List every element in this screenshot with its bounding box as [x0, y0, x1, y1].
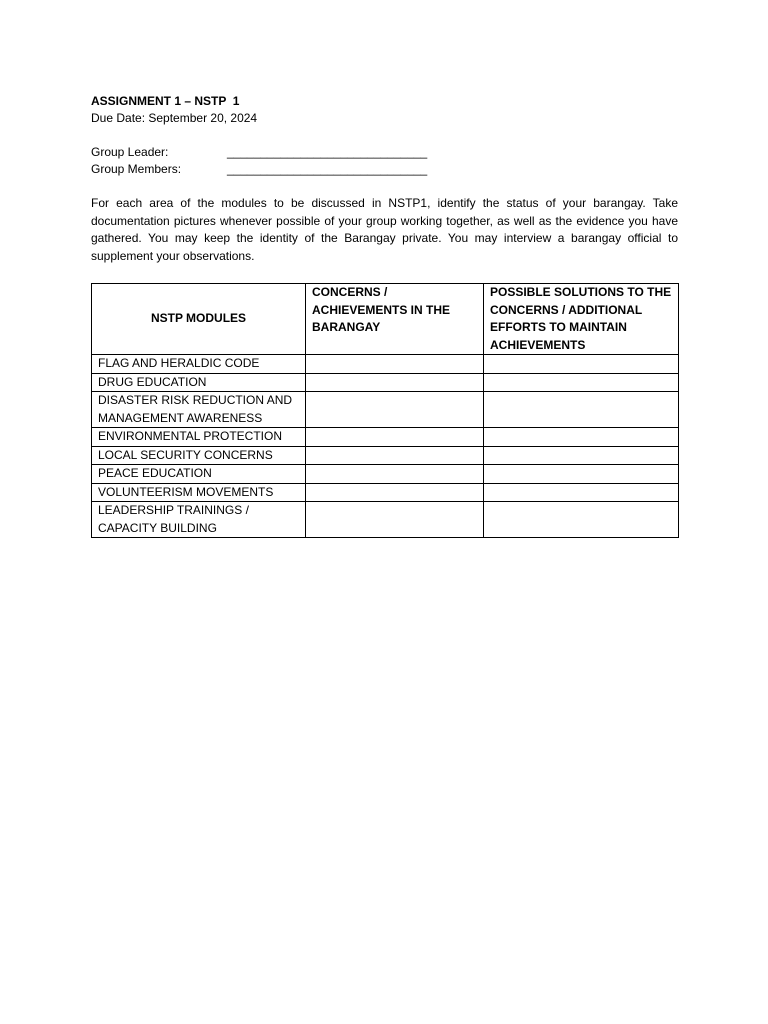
header-nstp-modules: NSTP MODULES [92, 284, 306, 355]
solutions-cell [484, 446, 679, 465]
concerns-cell [306, 392, 484, 428]
solutions-cell [484, 502, 679, 538]
module-cell: DRUG EDUCATION [92, 373, 306, 392]
table-row [92, 373, 679, 392]
group-leader-label: Group Leader: [91, 145, 169, 159]
concerns-cell [306, 373, 484, 392]
solutions-cell [484, 392, 679, 428]
group-fields [91, 144, 678, 178]
modules-table [91, 283, 679, 538]
header-solutions: POSSIBLE SOLUTIONS TO THE CONCERNS / ADDITIONAL EFFORTS TO MAINTAIN ACHIEVEMENTS [484, 284, 679, 355]
concerns-cell [306, 483, 484, 502]
table-row [92, 446, 679, 465]
table-row [92, 428, 679, 447]
instructions-paragraph: For each area of the modules to be discussed in NSTP1, identify the status of your barangay. Take documentation pictures whenever possible of your group working together, as well as the evidence you have gathered. You may keep the identity of the Barangay private. You may interview a barangay official to supplement your observations. [91, 196, 678, 263]
table-row [92, 465, 679, 484]
group-leader-row [91, 144, 678, 161]
module-cell: FLAG AND HERALDIC CODE [92, 355, 306, 374]
concerns-cell [306, 355, 484, 374]
group-members-label: Group Members: [91, 162, 182, 176]
group-members-blank: ______________________________ [227, 162, 428, 176]
module-cell: LEADERSHIP TRAININGS / CAPACITY BUILDING [92, 502, 306, 538]
assignment-title: ASSIGNMENT 1 – NSTP 1 [91, 94, 240, 108]
solutions-cell [484, 428, 679, 447]
table-row [92, 392, 679, 428]
group-leader-blank: ______________________________ [227, 145, 428, 159]
table-row [92, 483, 679, 502]
header-concerns: CONCERNS / ACHIEVEMENTS IN THE BARANGAY [306, 284, 484, 355]
solutions-cell [484, 483, 679, 502]
concerns-cell [306, 428, 484, 447]
module-cell: PEACE EDUCATION [92, 465, 306, 484]
concerns-cell [306, 502, 484, 538]
module-cell: DISASTER RISK REDUCTION AND MANAGEMENT AWARENESS [92, 392, 306, 428]
table-header-row [92, 284, 679, 355]
due-date: Due Date: September 20, 2024 [91, 111, 258, 125]
document-page [91, 93, 678, 538]
solutions-cell [484, 465, 679, 484]
group-members-row [91, 161, 678, 178]
module-cell: ENVIRONMENTAL PROTECTION [92, 428, 306, 447]
concerns-cell [306, 446, 484, 465]
table-row [92, 355, 679, 374]
table-row [92, 502, 679, 538]
concerns-cell [306, 465, 484, 484]
solutions-cell [484, 373, 679, 392]
module-cell: LOCAL SECURITY CONCERNS [92, 446, 306, 465]
solutions-cell [484, 355, 679, 374]
module-cell: VOLUNTEERISM MOVEMENTS [92, 483, 306, 502]
